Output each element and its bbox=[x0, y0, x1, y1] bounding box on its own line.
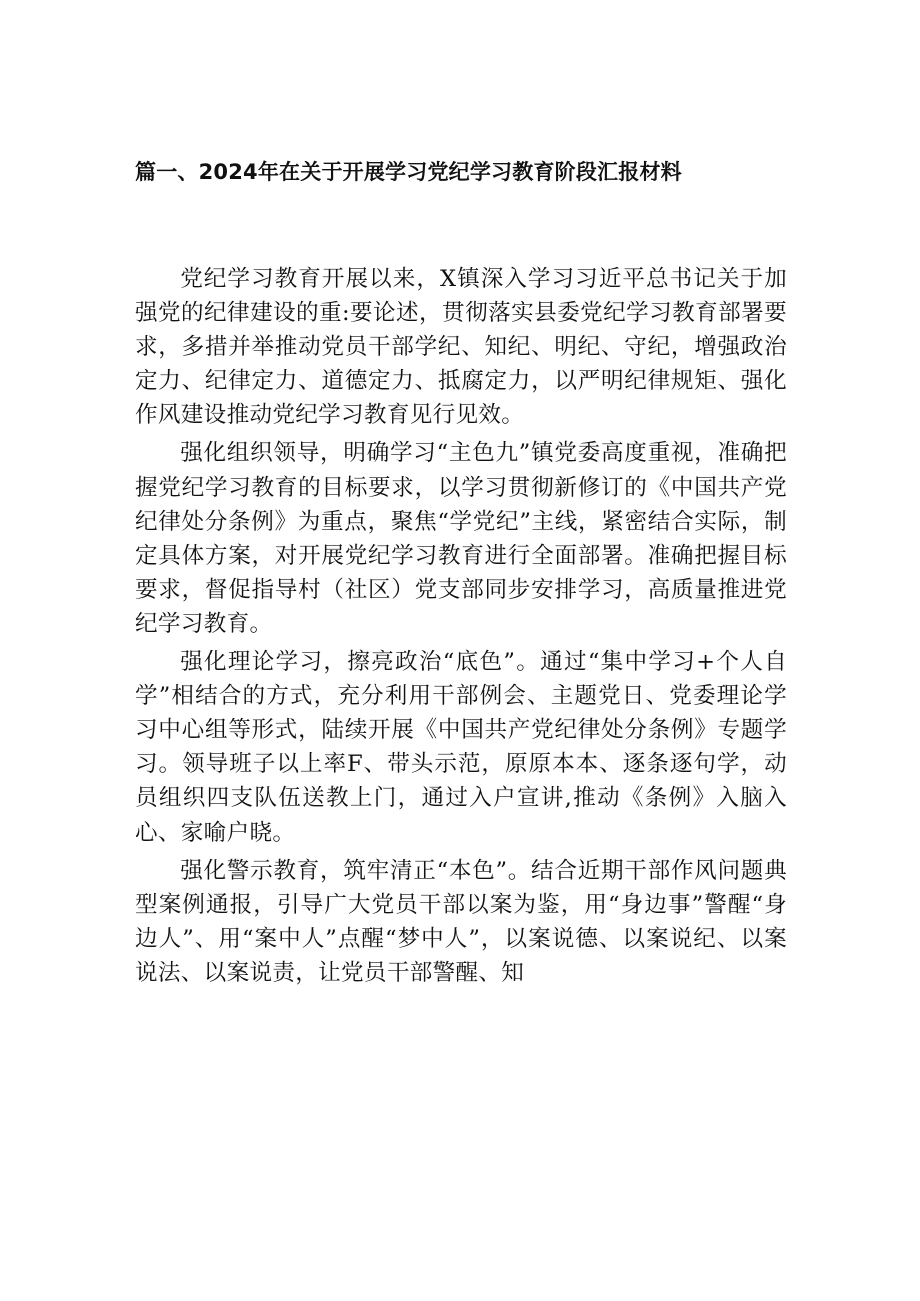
document-title: 篇一、2024年在关于开展学习党纪学习教育阶段汇报材料 bbox=[135, 160, 682, 184]
body-paragraph: 强化组织领导，明确学习“主色九”镇党委高度重视，准确把握党纪学习教育的目标要求，以学习贯彻新修订的《中国共产党纪律处分条例》为重点，聚焦“学党纪”主线，紧密结合实际，制定具体方案，对开展党纪学习教育进行全面部署。准确把握目标要求，督促指导村（社区）党支部同步安排学习，高质量推进党纪学习教育。 bbox=[135, 440, 787, 637]
body-paragraph: 党纪学习教育开展以来，X镇深入学习习近平总书记关于加强党的纪律建设的重:要论述，贯彻落实县委党纪学习教育部署要求，多措并举推动党员干部学纪、知纪、明纪、守纪，增强政治定力、纪律定力、道德定力、抵腐定力，以严明纪律规矩、强化作风建设推动党纪学习教育见行见效。 bbox=[135, 266, 787, 429]
document-body bbox=[135, 262, 787, 990]
body-paragraph: 强化理论学习，擦亮政治“底色”。通过“集中学习+个人自学”相结合的方式，充分利用干部例会、主题党日、党委理论学习中心组等形式，陆续开展《中国共产党纪律处分条例》专题学习。领导班子以上率F、带头示范，原原本本、逐条逐句学，动员组织四支队伍送教上门，通过入户宣讲,推动《条例》入脑入心、家喻户晓。 bbox=[135, 649, 787, 846]
body-paragraph: 强化警示教育，筑牢清正“本色”。结合近期干部作风问题典型案例通报，引导广大党员干部以案为鉴，用“身边事”警醒“身边人”、用“案中人”点醒“梦中人”，以案说德、以案说纪、以案说法、以案说责，让党员干部警醒、知 bbox=[135, 857, 787, 986]
